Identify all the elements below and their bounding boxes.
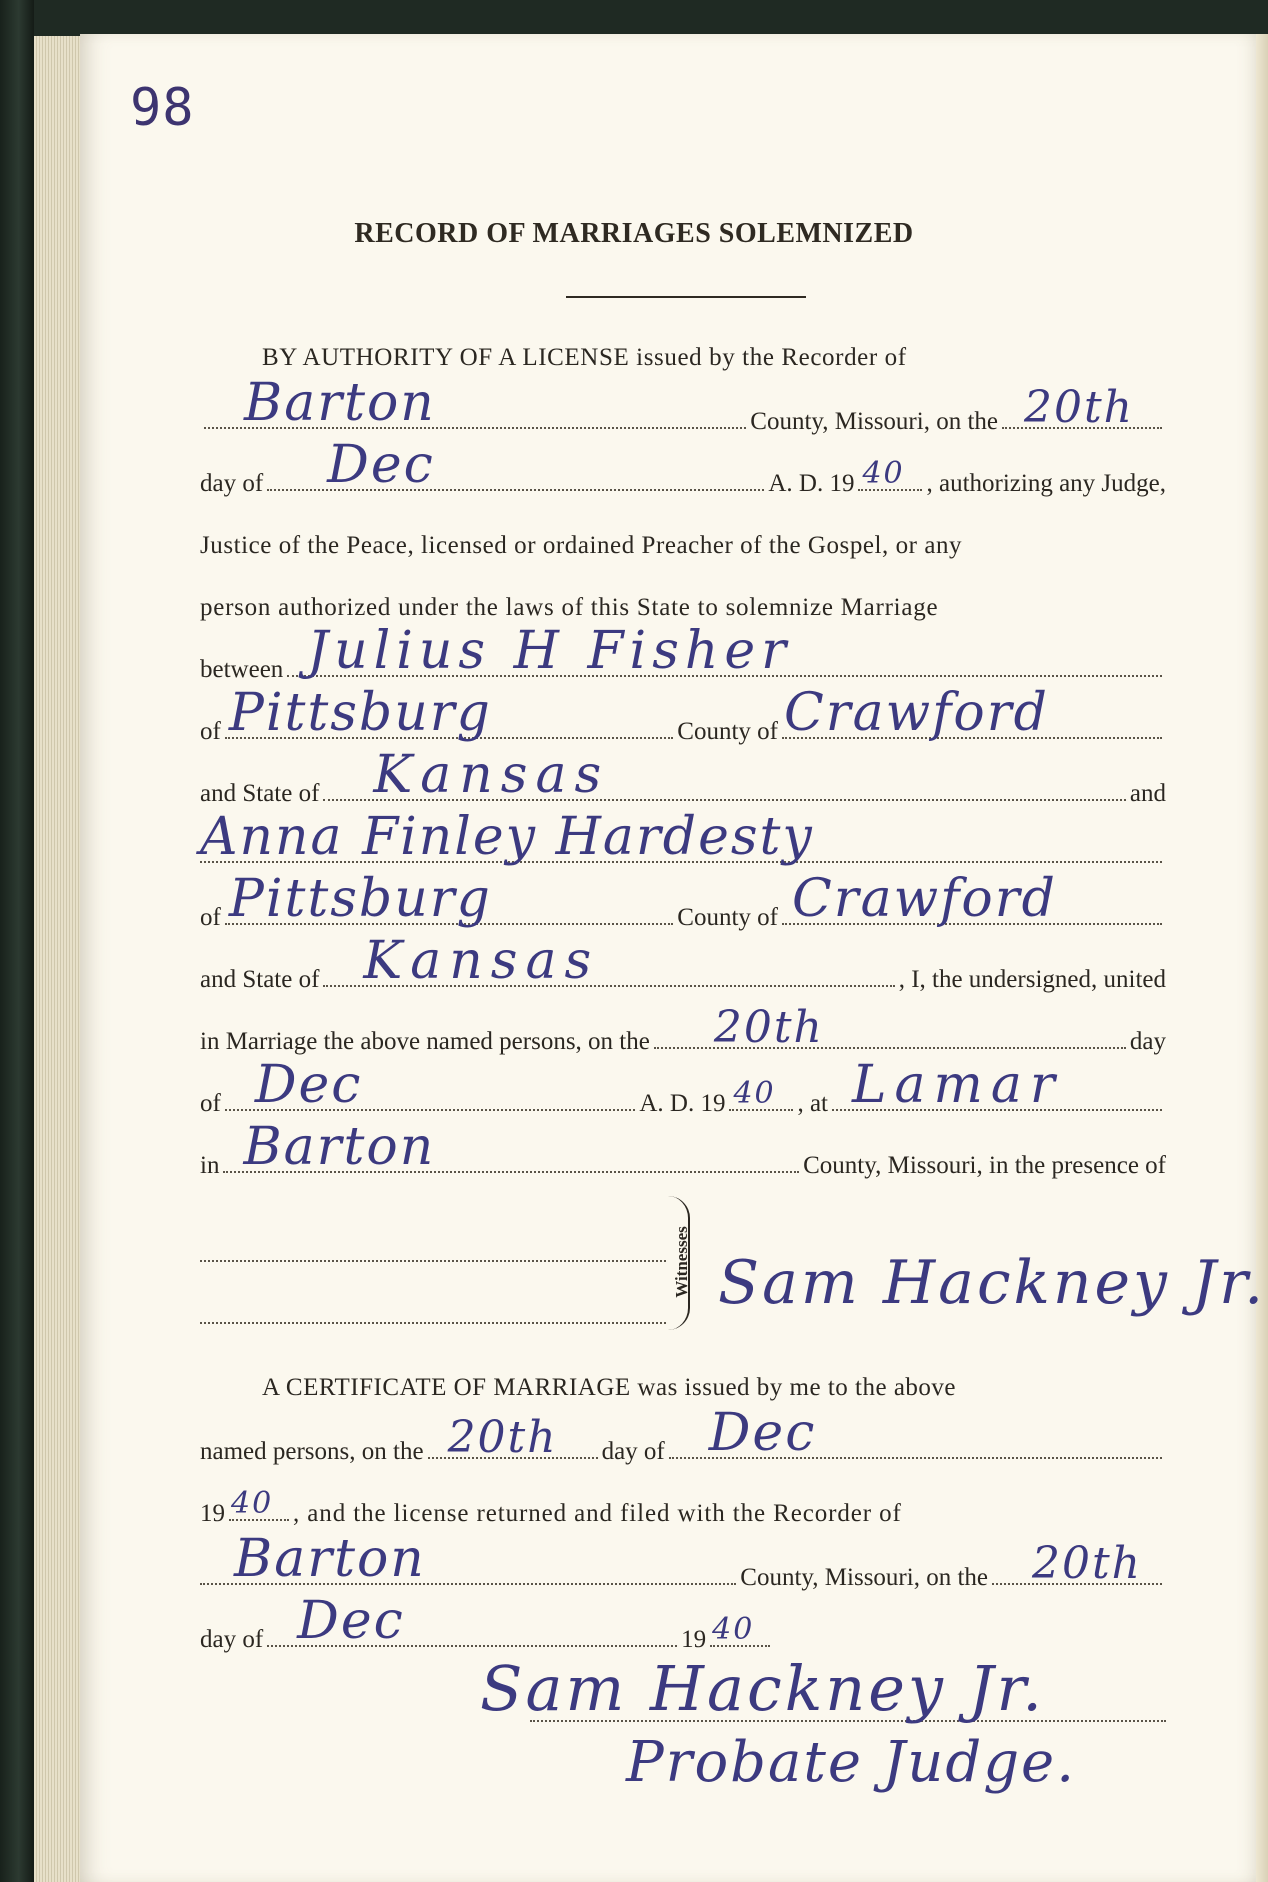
marriage-month-field — [225, 1055, 636, 1115]
license-county-line — [200, 373, 1166, 436]
officiant-signature: Sam Hackney Jr. — [718, 1248, 1267, 1318]
day-of-mid-label: day of — [601, 1438, 665, 1465]
at-label: , at — [797, 1090, 828, 1117]
of-label-3: of — [200, 1090, 221, 1117]
marriage-place-value: Lamar — [852, 1055, 1063, 1115]
filed-month-value: Dec — [297, 1591, 405, 1651]
license-month-value: Dec — [327, 435, 435, 495]
book-binding — [0, 0, 34, 1882]
between-line — [200, 621, 1166, 684]
groom-county-field — [782, 683, 1162, 743]
filed-day-value: 20th — [1032, 1538, 1143, 1589]
marriage-county-value: Barton — [243, 1117, 436, 1177]
bride-county-field — [782, 869, 1162, 929]
bride-city-value: Pittsburg — [228, 869, 492, 929]
bride-state-field — [323, 931, 894, 991]
filed-year-field — [710, 1612, 770, 1647]
day-of-label-2: day of — [200, 1626, 264, 1653]
groom-state-field — [323, 745, 1125, 805]
of-label-2: of — [200, 904, 221, 931]
witness-line-2 — [200, 1322, 666, 1324]
license-date-line — [200, 435, 1166, 498]
filed-county-field — [200, 1529, 736, 1589]
and-label: and — [1129, 780, 1166, 807]
filed-month-field — [267, 1591, 677, 1651]
of-label: of — [200, 718, 221, 745]
marriage-place-field — [832, 1055, 1162, 1115]
groom-state-line — [200, 745, 1166, 808]
certificate-year-value: 40 — [231, 1486, 274, 1521]
bride-residence-line — [200, 869, 1166, 932]
certificate-text: A CERTIFICATE OF MARRIAGE was issued by me to the above — [262, 1374, 957, 1401]
nineteen-label: 19 — [200, 1500, 225, 1527]
bride-state-line — [200, 931, 1166, 994]
groom-city-value: Pittsburg — [228, 683, 492, 743]
marriage-county-line — [200, 1117, 1166, 1180]
authority-text: BY AUTHORITY OF A LICENSE issued by the Recorder of — [262, 344, 907, 371]
county-missouri-label: County, Missouri, on the — [750, 408, 998, 435]
filed-county-value: Barton — [234, 1529, 426, 1589]
certificate-day-value: 20th — [447, 1412, 558, 1463]
license-day-field — [1002, 382, 1162, 433]
marriage-year-field — [729, 1076, 793, 1111]
license-returned-text: , and the license returned and filed with the Recorder of — [293, 1500, 902, 1527]
license-month-field — [267, 435, 764, 495]
authority-line — [200, 326, 1166, 372]
and-state-of-label: and State of — [200, 780, 320, 807]
in-marriage-label: in Marriage the above named persons, on the — [200, 1028, 650, 1055]
groom-name-field — [287, 621, 1162, 681]
marriage-county-field — [223, 1117, 799, 1177]
county-missouri-label-2: County, Missouri, on the — [740, 1564, 988, 1591]
title-rule — [566, 296, 806, 298]
certificate-year-field — [229, 1486, 289, 1521]
marriage-month-value: Dec — [254, 1055, 363, 1115]
certificate-line — [200, 1356, 1166, 1402]
license-day-value: 20th — [1024, 382, 1135, 433]
day-of-label: day of — [200, 470, 264, 497]
in-label: in — [200, 1152, 220, 1179]
and-state-of-label-2: and State of — [200, 966, 320, 993]
groom-state-value: Kansas — [373, 745, 610, 805]
page-right-edge — [1256, 34, 1268, 1882]
county-presence-label: County, Missouri, in the presence of — [803, 1152, 1166, 1179]
witnesses-label: Witnesses — [672, 1226, 691, 1298]
license-county-field — [204, 373, 746, 433]
bride-city-field — [225, 869, 673, 929]
county-of-label-2: County of — [677, 904, 778, 931]
certificate-date-line — [200, 1403, 1166, 1466]
certificate-month-field — [669, 1403, 1162, 1463]
person-authorized-text: person authorized under the laws of this State to solemnize Marriage — [200, 594, 939, 621]
groom-city-field — [225, 683, 673, 743]
between-label: between — [200, 656, 284, 683]
nineteen-label-2: 19 — [681, 1626, 707, 1653]
bride-county-value: Crawford — [792, 869, 1057, 929]
day-label: day — [1129, 1028, 1166, 1055]
license-year-value: 40 — [862, 456, 905, 491]
justice-line — [200, 514, 1166, 560]
county-of-label: County of — [677, 718, 778, 745]
groom-name-value: Julius H Fisher — [307, 621, 792, 681]
marriage-day-field — [654, 1002, 1126, 1053]
certificate-day-field — [428, 1412, 598, 1463]
undersigned-label: , I, the undersigned, united — [898, 966, 1166, 993]
license-county-value: Barton — [244, 373, 436, 433]
ad-label-2: A. D. 19 — [639, 1090, 726, 1117]
certificate-month-value: Dec — [708, 1403, 817, 1463]
page-edges — [34, 36, 84, 1882]
marriage-day-line — [200, 1002, 1166, 1056]
judge-title: Probate Judge. — [626, 1730, 1076, 1795]
license-returned-line — [200, 1482, 1166, 1528]
filed-year-value: 40 — [712, 1612, 755, 1647]
bride-name-value: Anna Finley Hardesty — [200, 807, 814, 867]
license-year-field — [858, 456, 922, 491]
ad-label: A. D. 19 — [768, 470, 855, 497]
filed-day-field — [992, 1538, 1162, 1589]
marriage-year-value: 40 — [733, 1076, 776, 1111]
marriage-day-value: 20th — [713, 1002, 824, 1053]
bride-name-line — [200, 807, 1166, 870]
named-persons-label: named persons, on the — [200, 1438, 424, 1465]
groom-county-value: Crawford — [784, 683, 1049, 743]
person-authorized-line — [200, 576, 1166, 622]
marriage-date-line — [200, 1055, 1166, 1118]
bride-name-field — [200, 807, 1162, 867]
page-title: RECORD OF MARRIAGES SOLEMNIZED — [354, 218, 914, 249]
authorizing-label: , authorizing any Judge, — [926, 470, 1166, 497]
filed-county-line — [200, 1529, 1166, 1592]
filed-date-line — [200, 1591, 1166, 1654]
justice-text: Justice of the Peace, licensed or ordained Preacher of the Gospel, or any — [200, 532, 963, 559]
bride-state-value: Kansas — [363, 931, 600, 991]
groom-residence-line — [200, 683, 1166, 746]
witness-line-1 — [200, 1260, 666, 1262]
page-number: 98 — [130, 78, 195, 138]
judge-signature: Sam Hackney Jr. — [480, 1652, 1046, 1725]
